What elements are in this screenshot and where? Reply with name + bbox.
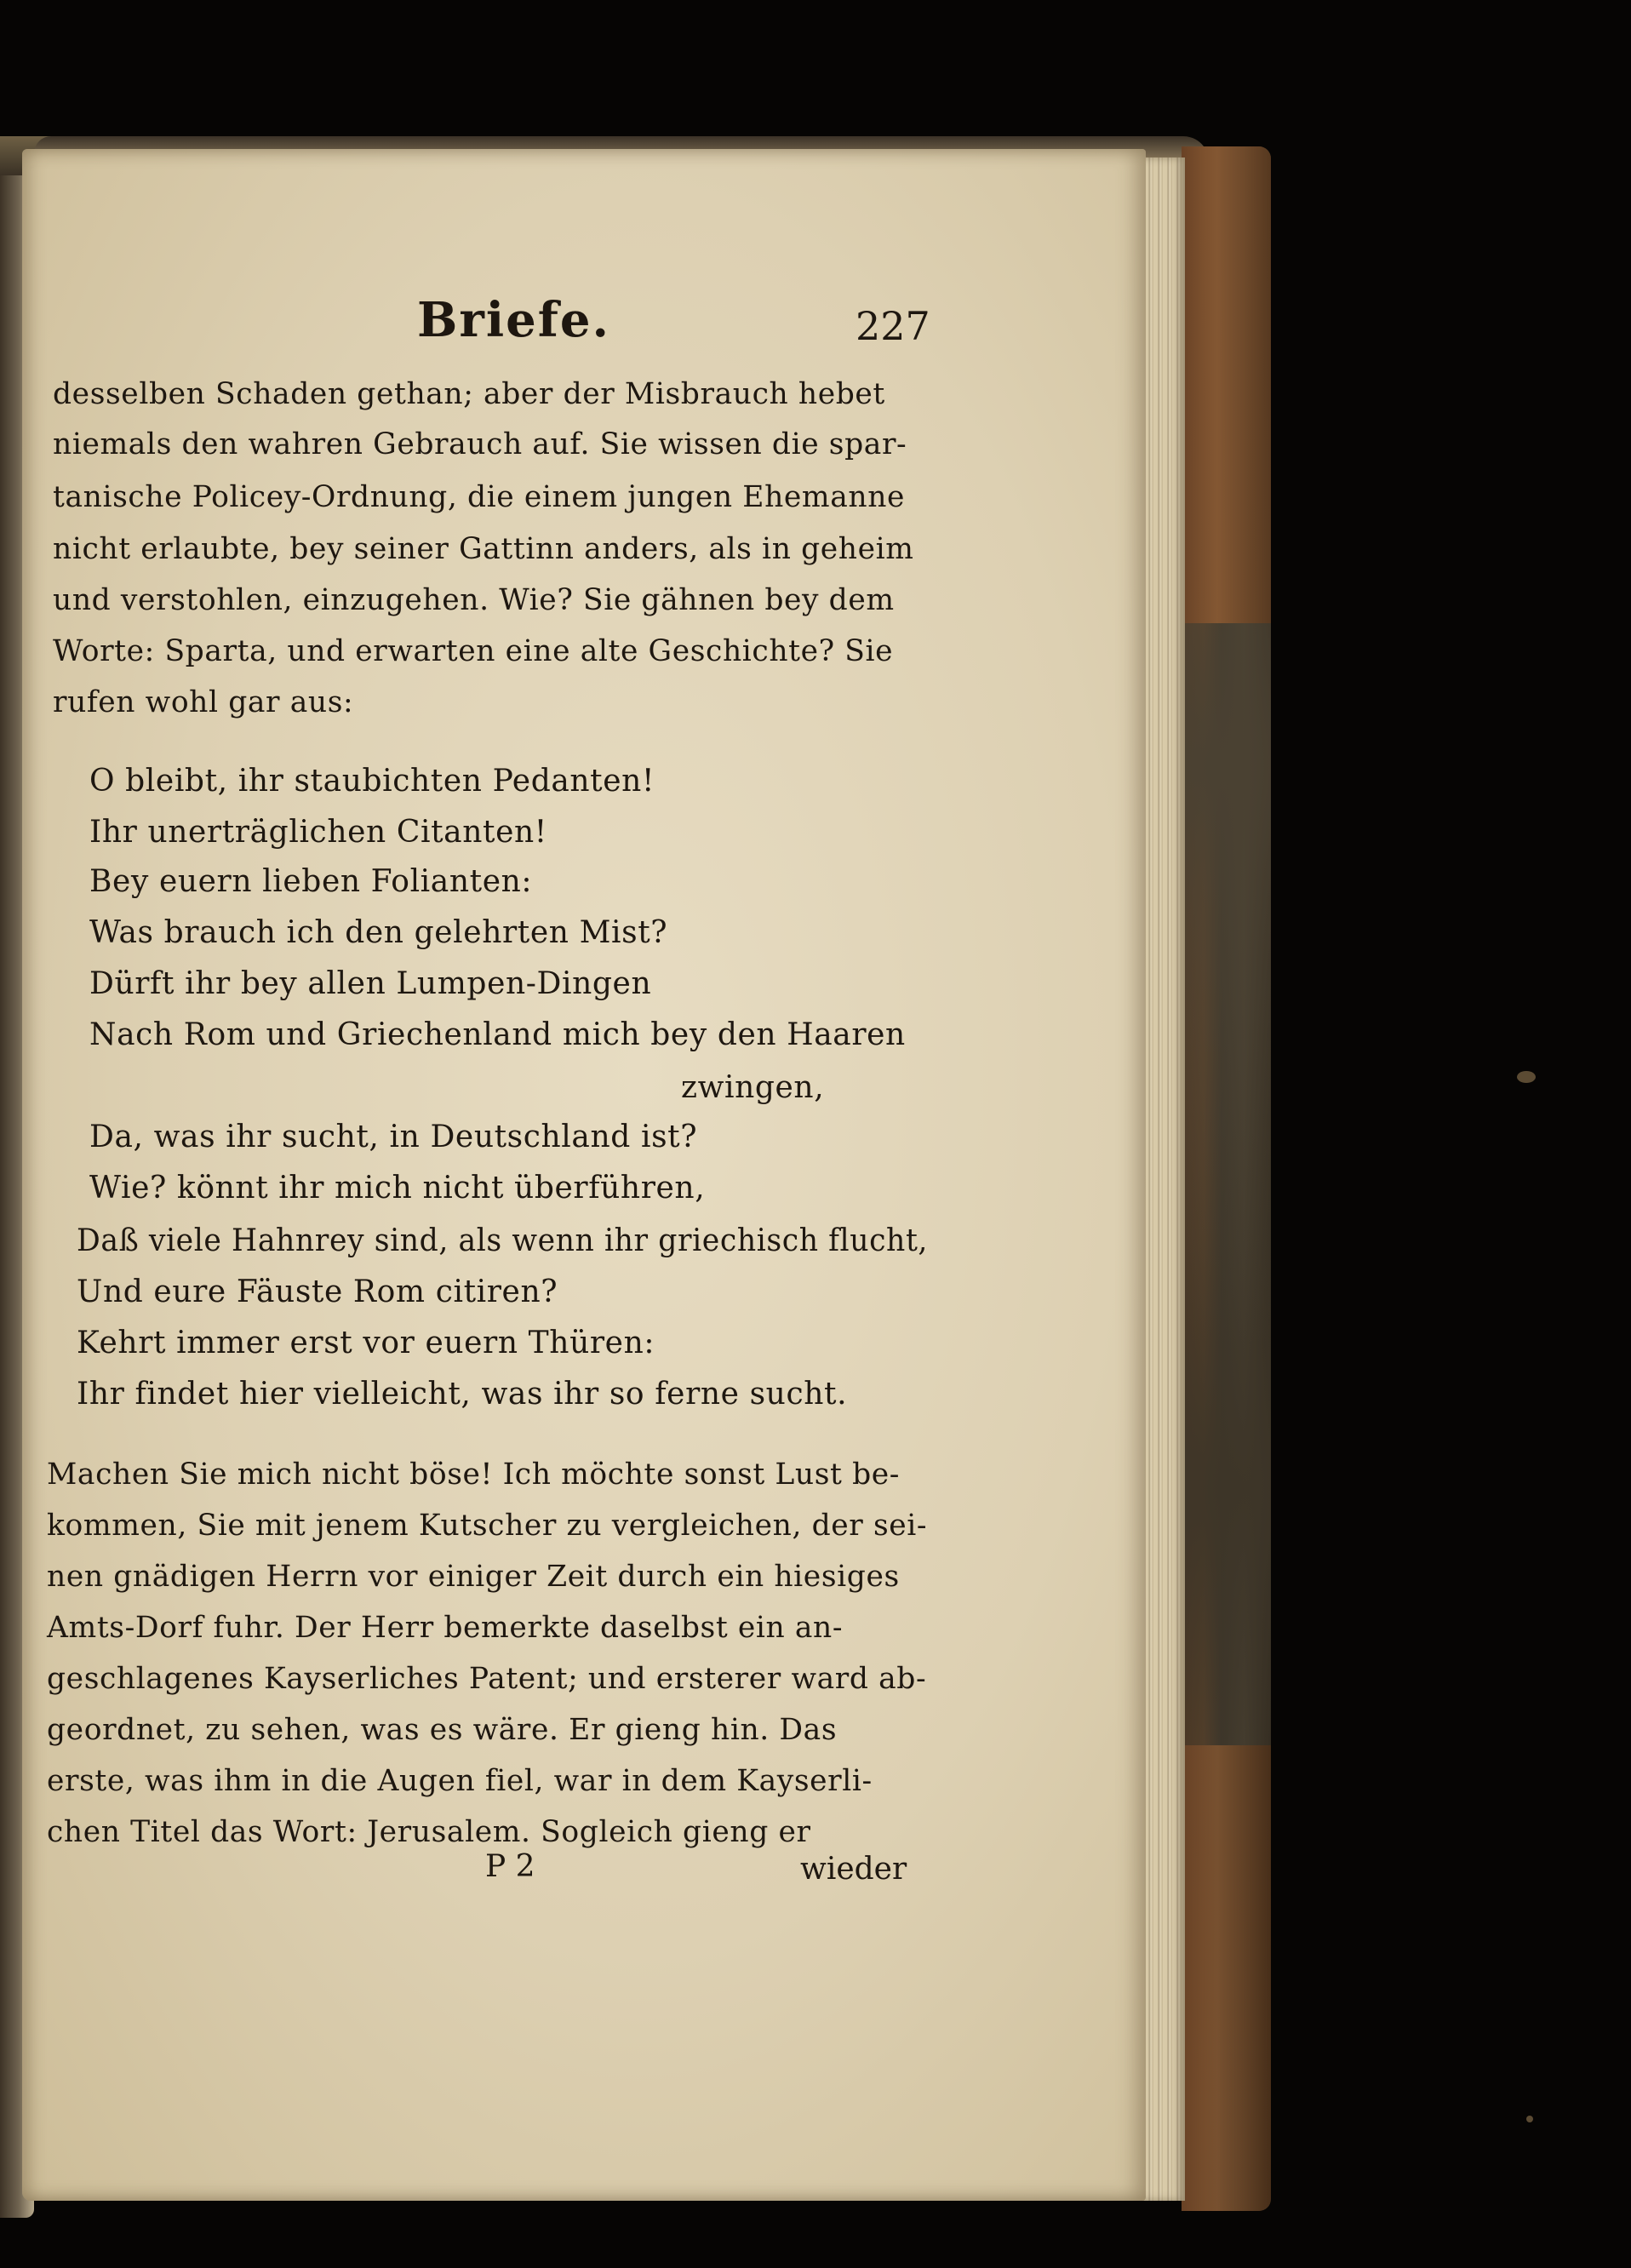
dust-speck xyxy=(1517,1071,1536,1083)
verse-line: zwingen, xyxy=(681,1070,825,1105)
text-line: und verstohlen, einzugehen. Wie? Sie gähnen bey dem xyxy=(53,583,895,617)
text-line: nen gnädigen Herrn vor einiger Zeit durch ein hiesiges xyxy=(47,1560,900,1594)
catchword: wieder xyxy=(800,1852,907,1887)
text-line: desselben Schaden gethan; aber der Misbrauch hebet xyxy=(53,377,885,411)
text-line: nicht erlaubte, bey seiner Gattinn anders, als in geheim xyxy=(53,532,914,566)
verse-line: Nach Rom und Griechenland mich bey den Haaren xyxy=(89,1017,906,1052)
verse-line: Was brauch ich den gelehrten Mist? xyxy=(89,915,668,950)
verse-line: Wie? könnt ihr mich nicht überführen, xyxy=(89,1171,706,1206)
text-line: Machen Sie mich nicht böse! Ich möchte sonst Lust be- xyxy=(47,1458,901,1492)
verse-line: O bleibt, ihr staubichten Pedanten! xyxy=(89,764,655,799)
verse-line: Ihr findet hier vielleicht, was ihr so ferne sucht. xyxy=(77,1377,848,1412)
text-line: chen Titel das Wort: Jerusalem. Sogleich gieng er xyxy=(47,1815,811,1849)
verse-line: Dürft ihr bey allen Lumpen-Dingen xyxy=(89,966,652,1001)
running-title: Briefe. xyxy=(417,292,610,348)
verse-line: Und eure Fäuste Rom citiren? xyxy=(77,1274,558,1309)
verse-line: Bey euern lieben Folianten: xyxy=(89,864,533,899)
verse-line: Daß viele Hahnrey sind, als wenn ihr griechisch flucht, xyxy=(77,1223,929,1258)
text-line: Amts-Dorf fuhr. Der Herr bemerkte daselbst ein an- xyxy=(47,1611,844,1645)
cover-leather-band-top xyxy=(1182,146,1271,623)
text-line: niemals den wahren Gebrauch auf. Sie wissen die spar- xyxy=(53,427,907,461)
text-line: kommen, Sie mit jenem Kutscher zu vergleichen, der sei- xyxy=(47,1509,928,1543)
page-number: 227 xyxy=(856,303,930,349)
dust-speck xyxy=(1526,2116,1533,2122)
text-line: tanische Policey-Ordnung, die einem jungen Ehemanne xyxy=(53,480,906,514)
text-line: Worte: Sparta, und erwarten eine alte Geschichte? Sie xyxy=(53,634,894,668)
text-line: geschlagenes Kayserliches Patent; und ersterer ward ab- xyxy=(47,1662,927,1696)
verse-line: Kehrt immer erst vor euern Thüren: xyxy=(77,1326,655,1360)
verse-line: Ihr unerträglichen Citanten! xyxy=(89,815,547,850)
verse-line: Da, was ihr sucht, in Deutschland ist? xyxy=(89,1120,698,1154)
text-line: erste, was ihm in die Augen fiel, war in dem Kayserli- xyxy=(47,1764,873,1798)
cover-leather-band-bottom xyxy=(1182,1745,1271,2211)
text-line: rufen wohl gar aus: xyxy=(53,685,354,719)
signature-mark: P 2 xyxy=(485,1849,535,1884)
text-line: geordnet, zu sehen, was es wäre. Er gieng hin. Das xyxy=(47,1713,838,1747)
